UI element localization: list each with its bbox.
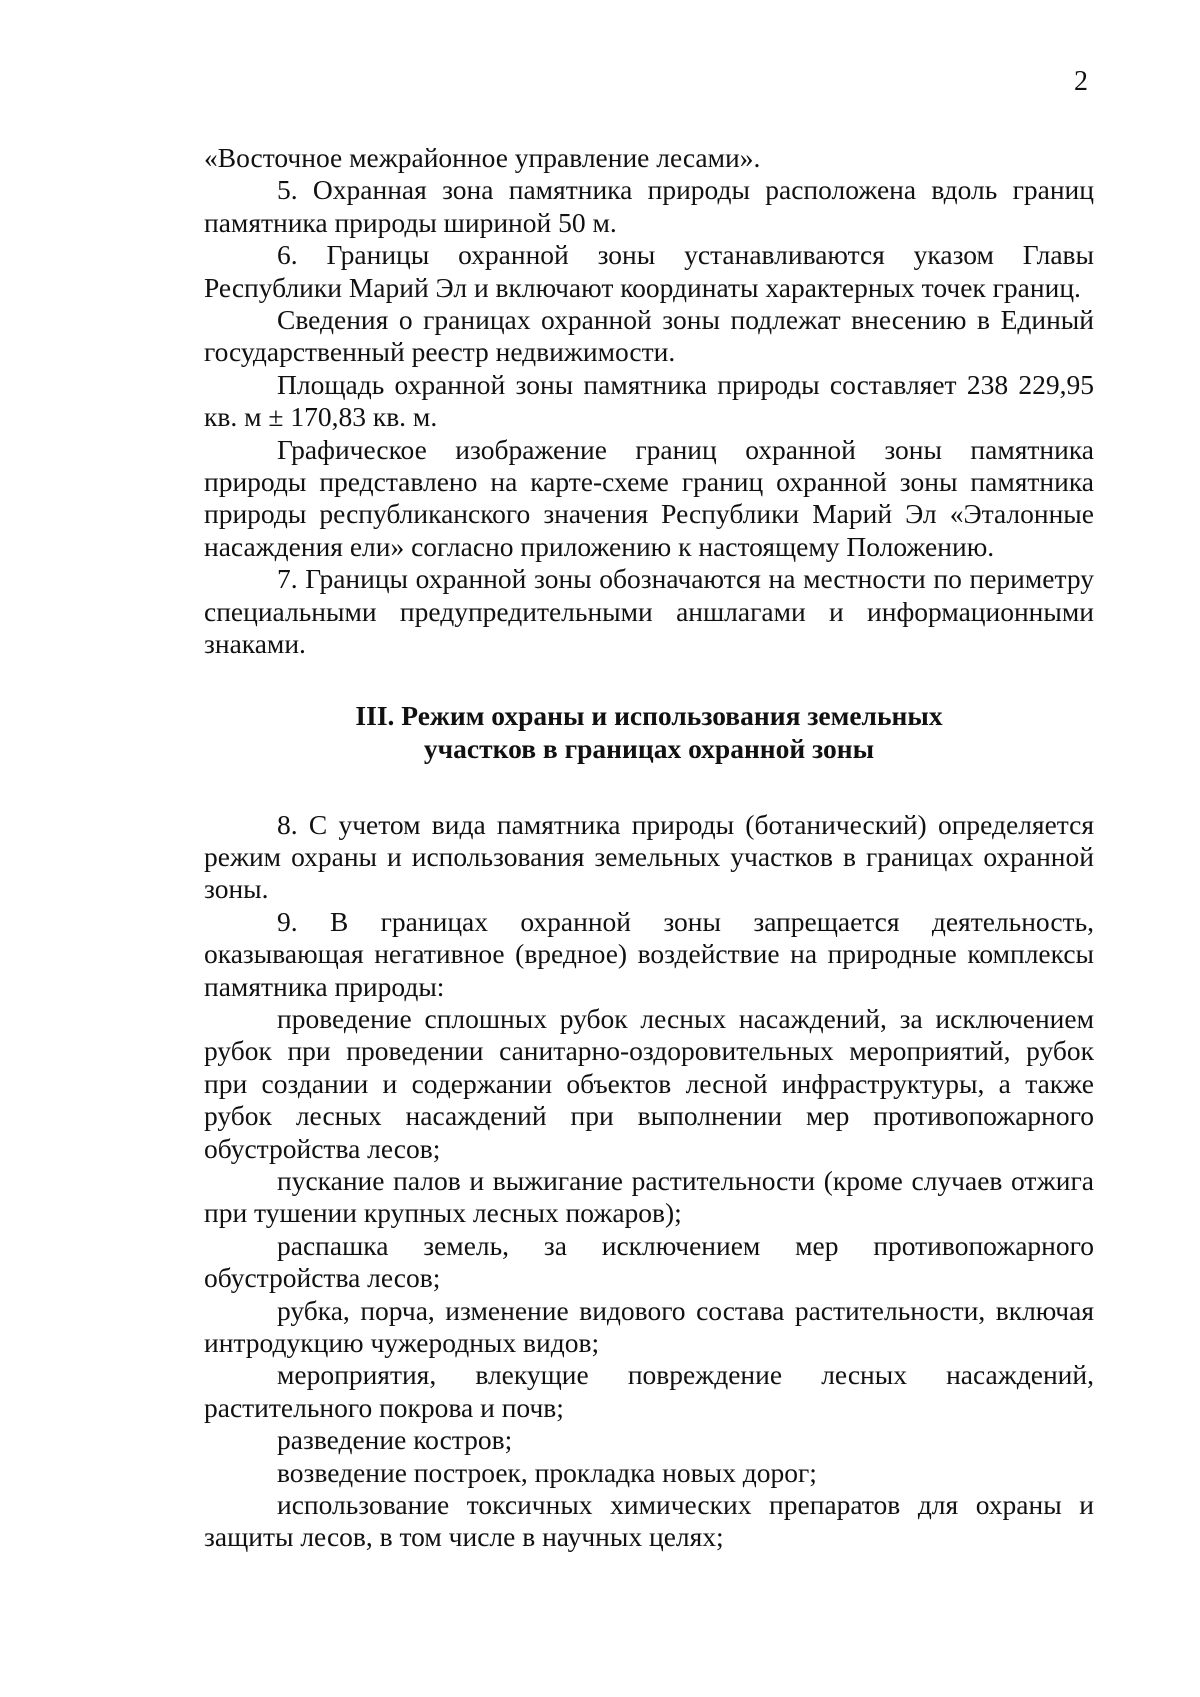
- paragraph: 8. С учетом вида памятника природы (ботанический) определяется режим охраны и использования земельных участков в границах охранной зоны.: [204, 808, 1094, 905]
- paragraph: использование токсичных химических препаратов для охраны и защиты лесов, в том числе в научных целях;: [204, 1489, 1094, 1553]
- page-number: 2: [1074, 66, 1088, 97]
- section-heading: [204, 699, 1094, 765]
- paragraphs-before: [204, 142, 1094, 661]
- paragraph: мероприятия, влекущие повреждение лесных насаждений, растительного покрова и почв;: [204, 1359, 1094, 1423]
- paragraph: проведение сплошных рубок лесных насаждений, за исключением рубок при проведении санитарно-оздоровительных мероприятий, рубок при создании и содержании объектов лесной инфраструктуры, а также рубок лесных насаждений при выполнении мер противопожарного обустройства лесов;: [204, 1002, 1094, 1164]
- section-heading-line-1: III. Режим охраны и использования земельных: [355, 699, 943, 731]
- paragraph: распашка земель, за исключением мер противопожарного обустройства лесов;: [204, 1229, 1094, 1294]
- paragraph: разведение костров;: [277, 1424, 513, 1456]
- paragraphs-after: [204, 809, 1094, 1554]
- paragraph: возведение построек, прокладка новых дорог;: [277, 1456, 817, 1488]
- paragraph: 5. Охранная зона памятника природы расположена вдоль границ памятника природы шириной 50 м.: [204, 174, 1094, 238]
- paragraph: 9. В границах охранной зоны запрещается деятельность, оказывающая негативное (вредное) воздействие на природные комплексы памятника природы:: [204, 905, 1094, 1002]
- paragraph: Графическое изображение границ охранной зоны памятника природы представлено на карте-схеме границ охранной зоны памятника природы республиканского значения Республики Марий Эл «Эталонные насаждения ели» согласно приложению к настоящему Положению.: [204, 433, 1094, 562]
- paragraph: Площадь охранной зоны памятника природы составляет 238 229,95 кв. м ± 170,83 кв. м.: [204, 368, 1094, 433]
- document-body: [204, 142, 1094, 1554]
- paragraph: 7. Границы охранной зоны обозначаются на местности по периметру специальными предупредительными аншлагами и информационными знаками.: [204, 563, 1094, 660]
- section-heading-line-2: участков в границах охранной зоны: [423, 732, 875, 764]
- paragraph: пускание палов и выжигание растительности (кроме случаев отжига при тушении крупных лесных пожаров);: [204, 1164, 1094, 1229]
- paragraph: 6. Границы охранной зоны устанавливаются указом Главы Республики Марий Эл и включают координаты характерных точек границ.: [204, 239, 1094, 303]
- paragraph: «Восточное межрайонное управление лесами».: [204, 142, 761, 173]
- paragraph: Сведения о границах охранной зоны подлежат внесению в Единый государственный реестр недвижимости.: [204, 304, 1094, 368]
- paragraph: рубка, порча, изменение видового состава растительности, включая интродукцию чужеродных видов;: [204, 1294, 1094, 1358]
